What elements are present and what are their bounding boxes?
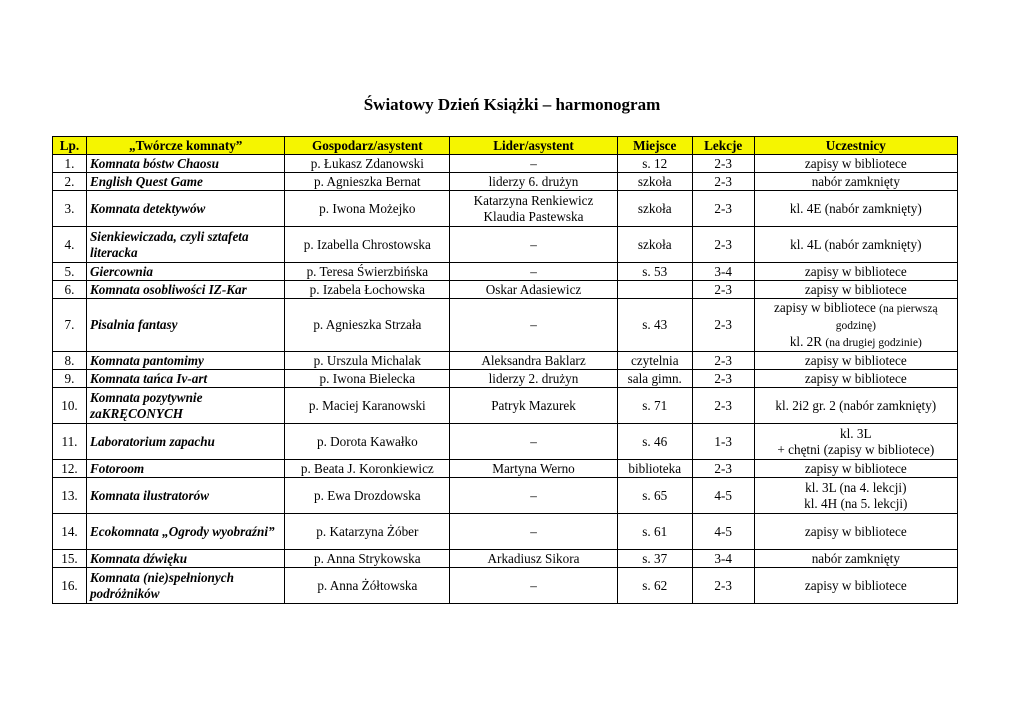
- cell-leader: [450, 191, 618, 227]
- table-row: [53, 370, 958, 388]
- cell-room-name: Komnata tańca Iv-art: [86, 370, 285, 388]
- cell-leader: –: [450, 568, 618, 604]
- cell-lessons: 4-5: [692, 514, 754, 550]
- header-lessons: Lekcje: [692, 137, 754, 155]
- cell-host: p. Teresa Świerzbińska: [285, 263, 450, 281]
- header-place: Miejsce: [617, 137, 692, 155]
- table-row: [53, 388, 958, 424]
- cell-place: s. 53: [617, 263, 692, 281]
- cell-host: p. Anna Strykowska: [285, 550, 450, 568]
- participants-note: (na pierwszą godzinę): [835, 302, 938, 332]
- cell-lessons: 2-3: [692, 299, 754, 352]
- cell-room-name: Komnata pozytywnie zaKRĘCONYCH: [86, 388, 285, 424]
- cell-lp: 4.: [53, 227, 87, 263]
- participants-line: kl. 3L: [840, 425, 872, 441]
- cell-leader: Oskar Adasiewicz: [450, 281, 618, 299]
- cell-leader: Arkadiusz Sikora: [450, 550, 618, 568]
- header-rooms: „Twórcze komnaty”: [86, 137, 285, 155]
- cell-room-name: Komnata bóstw Chaosu: [86, 155, 285, 173]
- cell-room-name: Komnata dźwięku: [86, 550, 285, 568]
- table-row: [53, 550, 958, 568]
- cell-leader: –: [450, 299, 618, 352]
- cell-host: p. Agnieszka Strzała: [285, 299, 450, 352]
- cell-lessons: 2-3: [692, 281, 754, 299]
- cell-room-name: Sienkiewiczada, czyli sztafeta literacka: [86, 227, 285, 263]
- cell-lp: 15.: [53, 550, 87, 568]
- participants-text: zapisy w bibliotece: [774, 299, 876, 315]
- table-row: [53, 568, 958, 604]
- cell-lessons: 2-3: [692, 388, 754, 424]
- cell-place: szkoła: [617, 227, 692, 263]
- cell-host: p. Maciej Karanowski: [285, 388, 450, 424]
- cell-lp: 14.: [53, 514, 87, 550]
- cell-place: sala gimn.: [617, 370, 692, 388]
- cell-lessons: 2-3: [692, 191, 754, 227]
- cell-room-name: Pisalnia fantasy: [86, 299, 285, 352]
- cell-host: p. Beata J. Koronkiewicz: [285, 460, 450, 478]
- leader-line: Katarzyna Renkiewicz: [473, 192, 594, 208]
- cell-lessons: 3-4: [692, 550, 754, 568]
- cell-place: s. 61: [617, 514, 692, 550]
- cell-place: szkoła: [617, 191, 692, 227]
- cell-participants: kl. 2i2 gr. 2 (nabór zamknięty): [754, 388, 957, 424]
- cell-place: biblioteka: [617, 460, 692, 478]
- cell-place: czytelnia: [617, 352, 692, 370]
- cell-room-name: Ecokomnata „Ogrody wyobraźni”: [86, 514, 285, 550]
- participants-line: kl. 4H (na 5. lekcji): [804, 495, 908, 511]
- cell-room-name: Giercownia: [86, 263, 285, 281]
- table-row: [53, 191, 958, 227]
- cell-room-name: Laboratorium zapachu: [86, 424, 285, 460]
- cell-lessons: 2-3: [692, 173, 754, 191]
- cell-room-name: Komnata pantomimy: [86, 352, 285, 370]
- cell-place: s. 65: [617, 478, 692, 514]
- cell-participants: zapisy w bibliotece: [754, 568, 957, 604]
- cell-lessons: 2-3: [692, 568, 754, 604]
- cell-leader: –: [450, 263, 618, 281]
- cell-participants: zapisy w bibliotece: [754, 281, 957, 299]
- cell-room-name: English Quest Game: [86, 173, 285, 191]
- header-lp: Lp.: [53, 137, 87, 155]
- cell-participants: [754, 424, 957, 460]
- cell-place: s. 71: [617, 388, 692, 424]
- cell-place: s. 37: [617, 550, 692, 568]
- table-row: [53, 424, 958, 460]
- cell-leader: liderzy 2. drużyn: [450, 370, 618, 388]
- cell-place: [617, 281, 692, 299]
- cell-place: s. 62: [617, 568, 692, 604]
- cell-host: p. Katarzyna Żóber: [285, 514, 450, 550]
- cell-leader: Martyna Werno: [450, 460, 618, 478]
- cell-leader: –: [450, 514, 618, 550]
- cell-lessons: 2-3: [692, 352, 754, 370]
- cell-lp: 9.: [53, 370, 87, 388]
- cell-host: p. Anna Żółtowska: [285, 568, 450, 604]
- cell-lessons: 1-3: [692, 424, 754, 460]
- cell-room-name: Komnata (nie)spełnionych podróżników: [86, 568, 285, 604]
- leader-line: Klaudia Pastewska: [483, 208, 584, 224]
- cell-lp: 1.: [53, 155, 87, 173]
- cell-host: p. Iwona Bielecka: [285, 370, 450, 388]
- table-row: [53, 514, 958, 550]
- cell-lp: 13.: [53, 478, 87, 514]
- cell-lessons: 3-4: [692, 263, 754, 281]
- cell-participants: [754, 299, 957, 352]
- table-row: [53, 460, 958, 478]
- cell-lp: 8.: [53, 352, 87, 370]
- schedule-table: [52, 136, 958, 604]
- header-host: Gospodarz/asystent: [285, 137, 450, 155]
- cell-place: szkoła: [617, 173, 692, 191]
- cell-participants: nabór zamknięty: [754, 550, 957, 568]
- cell-participants: zapisy w bibliotece: [754, 352, 957, 370]
- cell-participants: zapisy w bibliotece: [754, 263, 957, 281]
- cell-place: s. 46: [617, 424, 692, 460]
- cell-participants: zapisy w bibliotece: [754, 514, 957, 550]
- cell-leader: –: [450, 478, 618, 514]
- table-row: [53, 352, 958, 370]
- participants-line: kl. 3L (na 4. lekcji): [805, 479, 907, 495]
- cell-lp: 3.: [53, 191, 87, 227]
- cell-participants: kl. 4E (nabór zamknięty): [754, 191, 957, 227]
- cell-participants: nabór zamknięty: [754, 173, 957, 191]
- cell-lessons: 4-5: [692, 478, 754, 514]
- cell-host: p. Izabela Łochowska: [285, 281, 450, 299]
- cell-host: p. Agnieszka Bernat: [285, 173, 450, 191]
- cell-participants: kl. 4L (nabór zamknięty): [754, 227, 957, 263]
- cell-leader: Aleksandra Baklarz: [450, 352, 618, 370]
- table-row: [53, 478, 958, 514]
- cell-host: p. Izabella Chrostowska: [285, 227, 450, 263]
- cell-participants: zapisy w bibliotece: [754, 370, 957, 388]
- cell-room-name: Komnata detektywów: [86, 191, 285, 227]
- cell-place: s. 12: [617, 155, 692, 173]
- table-row: [53, 299, 958, 352]
- participants-line: + chętni (zapisy w bibliotece): [777, 441, 935, 457]
- cell-lp: 6.: [53, 281, 87, 299]
- table-row: [53, 155, 958, 173]
- cell-lp: 2.: [53, 173, 87, 191]
- cell-leader: –: [450, 227, 618, 263]
- cell-lp: 10.: [53, 388, 87, 424]
- table-row: [53, 281, 958, 299]
- cell-place: s. 43: [617, 299, 692, 352]
- cell-room-name: Komnata ilustratorów: [86, 478, 285, 514]
- page-title: Światowy Dzień Książki – harmonogram: [363, 95, 661, 114]
- cell-leader: liderzy 6. drużyn: [450, 173, 618, 191]
- cell-participants: zapisy w bibliotece: [754, 460, 957, 478]
- participants-note: (na drugiej godzinie): [825, 336, 922, 349]
- cell-lessons: 2-3: [692, 460, 754, 478]
- table-row: [53, 263, 958, 281]
- cell-leader: Patryk Mazurek: [450, 388, 618, 424]
- cell-leader: –: [450, 424, 618, 460]
- cell-lp: 5.: [53, 263, 87, 281]
- cell-lessons: 2-3: [692, 227, 754, 263]
- cell-lessons: 2-3: [692, 370, 754, 388]
- cell-host: p. Dorota Kawałko: [285, 424, 450, 460]
- cell-host: p. Urszula Michalak: [285, 352, 450, 370]
- table-row: [53, 173, 958, 191]
- cell-participants: zapisy w bibliotece: [754, 155, 957, 173]
- cell-room-name: Komnata osobliwości IZ-Kar: [86, 281, 285, 299]
- cell-room-name: Fotoroom: [86, 460, 285, 478]
- cell-lp: 16.: [53, 568, 87, 604]
- cell-host: p. Ewa Drozdowska: [285, 478, 450, 514]
- table-header-row: [53, 137, 958, 155]
- cell-host: p. Łukasz Zdanowski: [285, 155, 450, 173]
- header-participants: Uczestnicy: [754, 137, 957, 155]
- cell-lp: 12.: [53, 460, 87, 478]
- header-leader: Lider/asystent: [450, 137, 618, 155]
- cell-lessons: 2-3: [692, 155, 754, 173]
- cell-lp: 7.: [53, 299, 87, 352]
- cell-lp: 11.: [53, 424, 87, 460]
- table-row: [53, 227, 958, 263]
- cell-host: p. Iwona Możejko: [285, 191, 450, 227]
- cell-participants: [754, 478, 957, 514]
- cell-leader: –: [450, 155, 618, 173]
- participants-text: kl. 2R: [789, 333, 823, 349]
